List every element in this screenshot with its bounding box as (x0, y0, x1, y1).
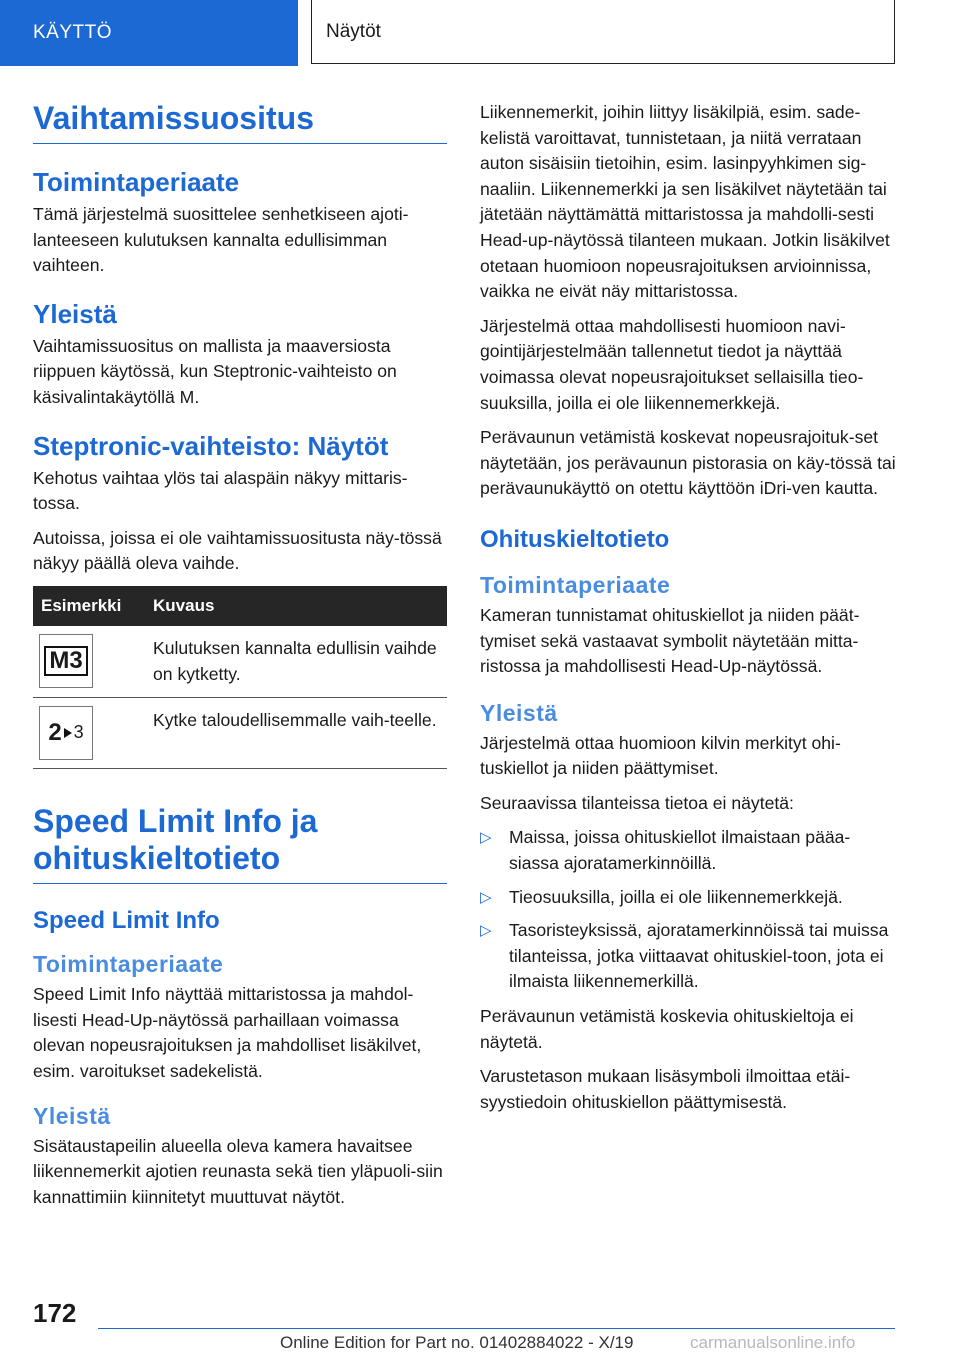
heading-toimintaperiaate: Toimintaperiaate (33, 951, 224, 978)
paragraph: Liikennemerkit, joihin liittyy lisäkilpiä, esim. sade-kelistä varoittavat, tunnistetaan, ja niitä verrataan auton sisäisiin tietoihin, esim. lasinpyyhkimen sig-naaliin. Liikennemerkki ja sen lisäkilvet näytetään tai jätetään näyttämättä mittaristossa ja mahdolli-sesti Head-up-näytössä tilanteen mukaan. Jotkin lisäkilvet otetaan huomioon nopeusrajoituksen arvioinnissa, vaikka ne eivät näy mittaristossa. (480, 102, 890, 302)
triangle-bullet-icon: ▷ (480, 922, 492, 940)
triangle-bullet-icon: ▷ (480, 888, 492, 906)
heading-vaihtamissuositus: Vaihtamissuositus (33, 100, 314, 136)
list-item: ▷ Tieosuuksilla, joilla ei ole liikennemerkkejä. (480, 885, 896, 911)
page-header (0, 0, 960, 66)
heading-ohituskieltotieto: Ohituskieltotieto (480, 525, 670, 553)
paragraph: Vaihtamissuositus on mallista ja maaversiosta riippuen käytössä, kun Steptronic-vaihteisto on käsivalintakäytöllä M. (33, 335, 397, 407)
heading-speed-limit-info: Speed Limit Info ja ohituskieltotieto (33, 803, 318, 877)
paragraph: Perävaunun vetämistä koskevia ohituskieltoja ei näytetä. (480, 1006, 854, 1052)
table-row (33, 626, 447, 698)
paragraph: Autoissa, joissa ei ole vaihtamissuositusta näy-tössä näkyy päällä oleva vaihde. (33, 527, 442, 574)
heading-yleista: Yleistä (480, 699, 558, 726)
heading-speed-limit-info-sub: Speed Limit Info (33, 907, 220, 935)
watermark: carmanualsonline.info (690, 1333, 856, 1352)
table-cell-description: Kytke taloudellisemmalle vaih-teelle. (145, 698, 447, 769)
triangle-bullet-icon: ▷ (480, 829, 492, 847)
arrow-right-icon (62, 726, 74, 740)
paragraph: Kehotus vaihtaa ylös tai alaspäin näkyy mittaris-tossa. (33, 467, 408, 514)
page-number: 172 (33, 1298, 77, 1328)
paragraph: Perävaunun vetämistä koskevat nopeusrajoituk-set näytetään, jos perävaunun pistorasia on käy-tössä tai perävaunukäyttö on otettu käyttöön iDri-ven kautta. (480, 427, 896, 499)
paragraph: Tämä järjestelmä suosittelee senhetkiseen ajoti-lanteeseen kulutuksen kannalta edullisimman vaihteen. (33, 204, 409, 276)
paragraph: Järjestelmä ottaa mahdollisesti huomioon navi-gointijärjestelmään tallennetut tiedot ja näyttää voimassa olevat nopeusrajoitukset sellaisilla tieo-suuksilla, joilla ei ole liikennemerkkejä. (480, 315, 864, 413)
chapter-title: Näytöt (311, 0, 895, 64)
bullet-list (480, 825, 896, 995)
paragraph: Sisätaustapeilin alueella oleva kamera havaitsee liikennemerkit ajotien reunasta sekä tien yläpuoli-siin kannattimiin kiinnitetyt muuttuvat näytöt. (33, 1135, 443, 1207)
gear-m3-icon: M3 (39, 634, 93, 688)
paragraph: Seuraavissa tilanteissa tietoa ei näytetä: (480, 792, 794, 813)
paragraph: Kameran tunnistamat ohituskiellot ja niiden päät-tymiset sekä vastaavat symbolit näytetään mitta-ristossa ja mahdollisesti Head-Up-näytössä. (480, 604, 860, 677)
table-row (33, 698, 447, 769)
paragraph: Järjestelmä ottaa huomioon kilvin merkityt ohi-tuskiellot ja niiden päättymiset. (480, 732, 841, 779)
table-header-description: Kuvaus (145, 586, 447, 626)
list-item: ▷ Maissa, joissa ohituskiellot ilmaistaan pääa-siassa ajoratamerkinnöillä. (480, 827, 851, 874)
section-tab: KÄYTTÖ (0, 0, 298, 66)
paragraph: Speed Limit Info näyttää mittaristossa ja mahdol-lisesti Head-Up-näytössä parhaillaan voimassa olevan nopeusrajoituksen ja mahdolliset lisäkilvet, esim. varoitukset sadekelistä. (33, 984, 422, 1081)
list-item: ▷ Tasoristeyksissä, ajoratamerkinnöissä tai muissa tilanteissa, jotka viittaavat ohituskiel-toon, jota ei ilmaista liikennemerkillä. (480, 920, 889, 992)
heading-steptronic: Steptronic-vaihteisto: Näytöt (33, 430, 389, 461)
paragraph: Varustetason mukaan lisäsymboli ilmoittaa etäi-syystiedoin ohituskiellon päättymisestä. (480, 1066, 851, 1112)
shift-up-icon: 2 3 (39, 706, 93, 760)
heading-yleista: Yleistä (33, 298, 117, 329)
heading-toimintaperiaate: Toimintaperiaate (33, 167, 240, 197)
right-column (480, 100, 896, 1124)
left-column (33, 100, 447, 1219)
heading-toimintaperiaate: Toimintaperiaate (480, 571, 671, 598)
edition-text: Online Edition for Part no. 01402884022 - X/19 (280, 1333, 634, 1352)
table-cell-description: Kulutuksen kannalta edullisin vaihde on kytketty. (145, 626, 447, 698)
table-header-example: Esimerkki (33, 586, 145, 626)
footer-divider (98, 1328, 895, 1329)
heading-yleista: Yleistä (33, 1102, 111, 1129)
gear-table (33, 586, 447, 769)
